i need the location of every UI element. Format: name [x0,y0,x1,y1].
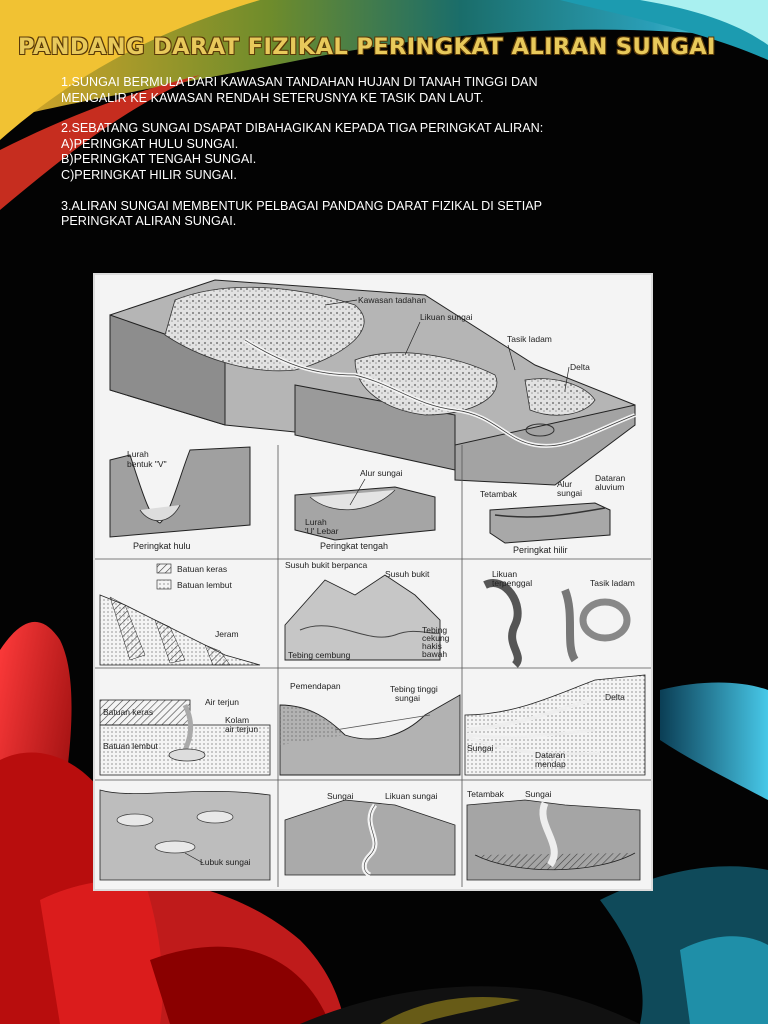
label-pemendapan: Pemendapan [290,681,341,691]
panel-pemendapan [280,681,460,775]
label-tebing-cembung: Tebing cembung [288,650,351,660]
panel-tetambak [467,789,640,880]
caption-peringkat-hilir: Peringkat hilir [513,545,568,555]
point-3 [61,199,641,230]
label-tebing-tinggi-1: Tebing tinggi [390,684,438,694]
panel-susuh-bukit [285,560,450,660]
label-likuan-terpenggal-2: terpenggal [492,578,533,588]
panel-delta [465,675,645,775]
label-tetambak: Tetambak [480,489,517,499]
label-alur-sungai: Alur sungai [360,468,403,478]
label-sungai-row4-b: Sungai [525,789,552,799]
caption-peringkat-hulu: Peringkat hulu [133,541,191,551]
label-likuan-sungai-top: Likuan sungai [420,312,473,322]
panel-jeram [100,564,260,665]
label-dataran-mendap-2: mendap [535,759,566,769]
label-batuan-lembut-row3: Batuan lembut [103,741,158,751]
label-jeram: Jeram [215,629,239,639]
point-1-line-1: 1.SUNGAI BERMULA DARI KAWASAN TANDAHAN HUJAN DI TANAH TINGGI DAN [61,75,538,89]
panel-tasik-ladam [485,569,635,665]
label-susuh-bukit: Susuh bukit [385,569,430,579]
caption-peringkat-tengah: Peringkat tengah [320,541,389,551]
river-stages-diagram [95,275,651,889]
label-tebing-4: bawah [422,649,448,659]
label-tebing-tinggi-2: sungai [395,693,421,703]
point-1 [61,75,641,106]
label-kolam-1: Kolam [225,715,250,725]
point-3-line-2: PERINGKAT ALIRAN SUNGAI. [61,214,237,229]
point-2 [61,121,641,183]
label-dataran-1: Dataran [595,473,626,483]
label-kawasan-tadahan: Kawasan tadahan [358,295,427,305]
label-likuan-terpenggal-1: Likuan [492,569,518,579]
label-air-terjun: Air terjun [205,697,240,707]
panel-likuan-sungai [285,791,455,875]
point-2-line-4: C)PERINGKAT HILIR SUNGAI. [61,167,237,182]
slide-body-text [61,75,641,245]
point-3-line-1: 3.ALIRAN SUNGAI MEMBENTUK PELBAGAI PANDANG DARAT FIZIKAL DI SETIAP [61,198,543,213]
label-alur-1: Alur [557,479,573,489]
panel-peringkat-tengah [295,468,435,551]
label-sungai-row3: Sungai [467,743,494,753]
label-lubuk-sungai: Lubuk sungai [200,857,251,867]
label-likuan-sungai-row4: Likuan sungai [385,791,438,801]
legend-batuan-lembut: Batuan lembut [177,580,232,590]
point-2-line-1: 2.SEBATANG SUNGAI DSAPAT DIBAHAGIKAN KEPADA TIGA PERINGKAT ALIRAN: [61,121,544,136]
label-kolam-2: air terjun [225,724,259,734]
point-2-line-2: A)PERINGKAT HULU SUNGAI. [61,136,239,151]
label-dataran-mendap-1: Dataran [535,750,566,760]
panel-air-terjun [100,697,270,775]
panel-lubuk-sungai [100,790,270,880]
label-batuan-keras-row3: Batuan keras [103,707,154,717]
panel-peringkat-hulu [110,447,250,551]
label-sungai-row4: Sungai [327,791,354,801]
point-1-line-2: MENGALIR KE KAWASAN RENDAH SETERUSNYA KE TASIK DAN LAUT. [61,90,484,105]
point-2-line-3: B)PERINGKAT TENGAH SUNGAI. [61,152,257,167]
label-dataran-2: aluvium [595,482,625,492]
label-susuh-bukit-berpanca: Susuh bukit berpanca [285,560,368,570]
legend-batuan-keras: Batuan keras [177,564,228,574]
label-tebing-2: cekung [422,633,450,643]
label-tetambak-row4: Tetambak [467,789,504,799]
label-lurah-u-2: 'U' Lebar [305,526,339,536]
label-lurah-u-1: Lurah [305,517,327,527]
label-tasik-ladam-top: Tasik ladam [507,334,552,344]
label-tebing-1: Tebing [422,625,448,635]
slide-title: PANDANG DARAT FIZIKAL PERINGKAT ALIRAN SUNGAI [18,34,716,60]
label-alur-2: sungai [557,488,583,498]
label-tebing-3: hakis [422,641,442,651]
label-lurah-2: bentuk "V" [127,459,167,469]
label-delta-top: Delta [570,362,590,372]
label-lurah-1: Lurah [127,449,149,459]
label-tasik-ladam-row2: Tasik ladam [590,578,635,588]
label-delta-row3: Delta [605,692,625,702]
river-stages-figure [93,273,653,891]
